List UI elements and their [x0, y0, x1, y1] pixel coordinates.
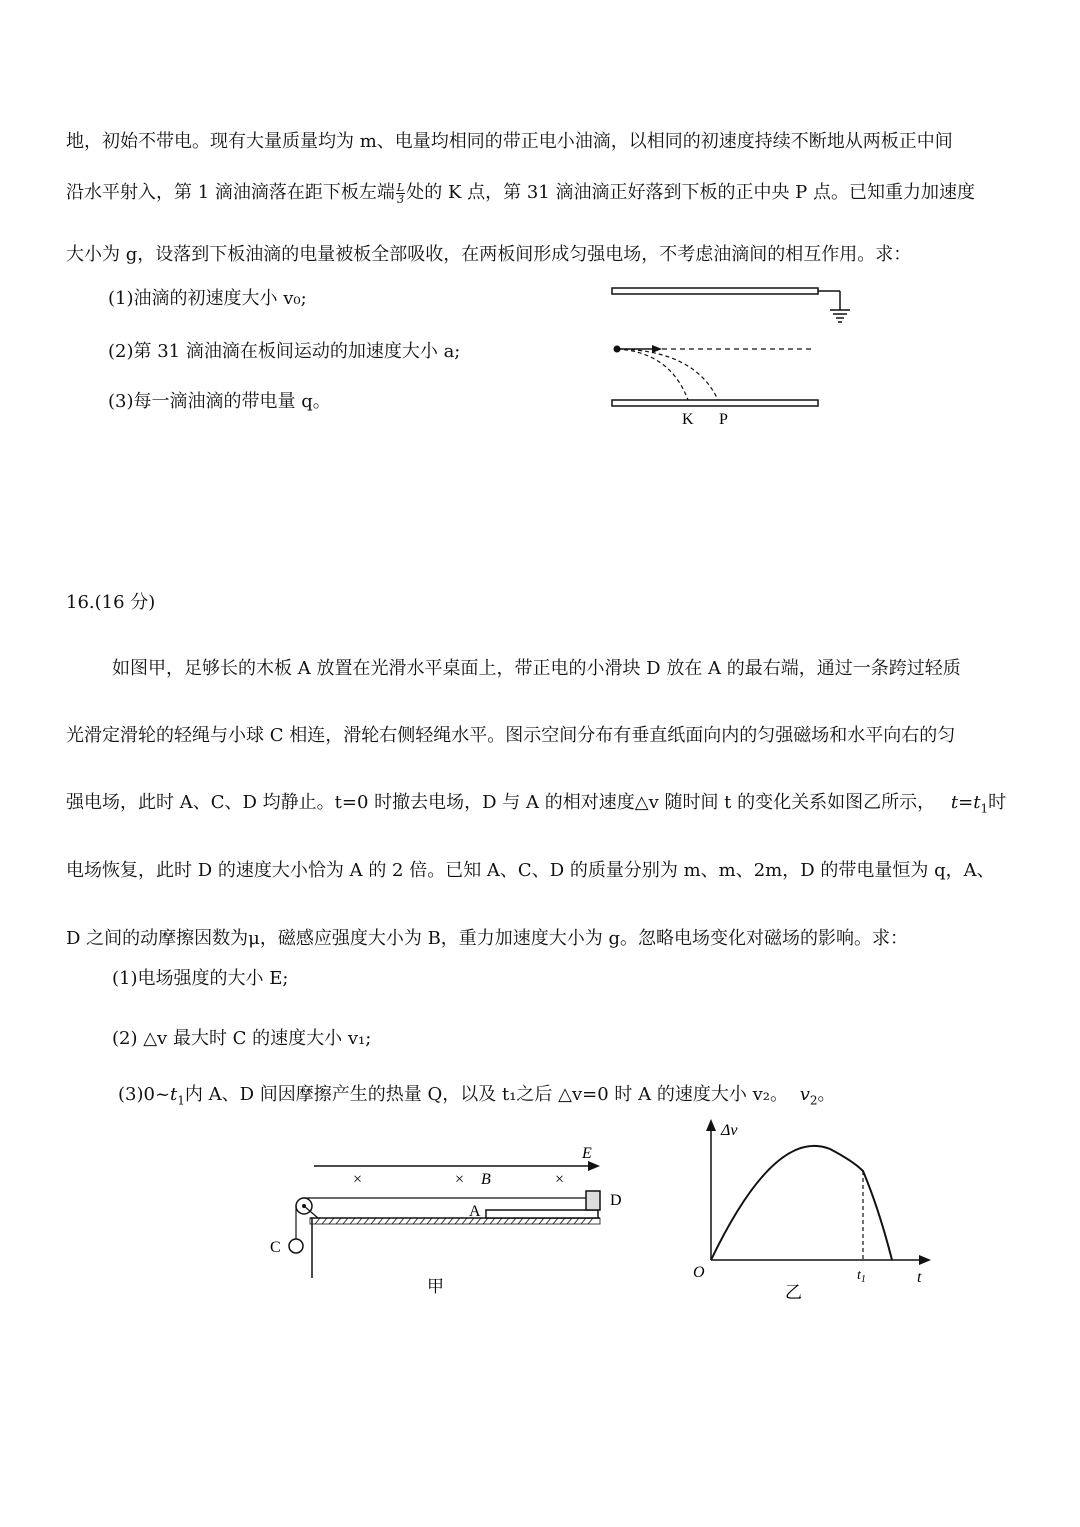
x-axis-label: t [917, 1269, 922, 1286]
label-e: E [582, 1145, 592, 1162]
label-p: P [719, 411, 728, 428]
fraction-l-over-3 [396, 182, 405, 205]
delta-v-curve [711, 1146, 892, 1260]
q15-text-line-1: 地，初始不带电。现有大量质量均为 m、电量均相同的带正电小油滴，以相同的初速度持续不断地从两板正中间 [66, 131, 953, 152]
origin-label: O [693, 1264, 705, 1281]
label-a: A [469, 1203, 481, 1220]
q16-paragraph-line-4: 电场恢复，此时 D 的速度大小恰为 A 的 2 倍。已知 A、C、D 的质量分别为 m、m、2m，D 的带电量恒为 q，A、 [66, 860, 995, 881]
q16-p3-time-sub: 1 [980, 801, 989, 816]
b-field-cross-1: × [353, 1171, 363, 1188]
q15-sub-question-2: (2)第 31 滴油滴在板间运动的加速度大小 a; [108, 341, 461, 362]
q16-sub-question-3 [118, 1083, 836, 1113]
q16-paragraph-line-2: 光滑定滑轮的轻绳与小球 C 相连，滑轮右侧轻绳水平。图示空间分布有垂直纸面向内的匀强磁场和水平向右的匀 [66, 725, 956, 746]
caption-yi: 乙 [785, 1283, 802, 1302]
b-field-cross-2: × [455, 1171, 465, 1188]
q16-s3-v2-sub: 2 [809, 1093, 818, 1108]
q16-sub-question-1: (1)电场强度的大小 E; [112, 968, 289, 989]
q15-sub-question-3: (3)每一滴油滴的带电量 q。 [108, 391, 331, 412]
q16-heading: 16.(16 分) [66, 592, 156, 613]
label-k: K [682, 411, 694, 428]
q16-s3-part-a: (3)0~ [118, 1084, 171, 1105]
y-axis-label: Δv [721, 1122, 738, 1139]
capacitor-figure [600, 278, 860, 434]
board-a [486, 1210, 598, 1218]
q16-s3-time-sub: 1 [177, 1093, 185, 1108]
slider-d [586, 1191, 600, 1210]
t1-label [857, 1268, 866, 1285]
label-b: B [481, 1171, 491, 1188]
top-plate [612, 288, 818, 294]
q16-s3-v2-var: v [799, 1084, 810, 1105]
label-d: D [610, 1192, 622, 1209]
q16-s3-end: 。 [817, 1084, 836, 1105]
trajectory-to-p [617, 349, 718, 400]
q16-paragraph-line-3 [66, 791, 1006, 821]
trajectory-to-k [617, 349, 688, 400]
q15-text-line-2b: 处的 K 点，第 31 滴油滴正好落到下板的正中央 P 点。已知重力加速度 [406, 182, 976, 203]
ball-c [289, 1239, 303, 1253]
q15-text-line-2 [66, 181, 975, 205]
t1-label-sub: 1 [860, 1274, 866, 1285]
figure-yi [685, 1115, 945, 1305]
q15-sub-question-1: (1)油滴的初速度大小 v₀; [108, 288, 307, 309]
fraction-numerator: L [396, 180, 405, 194]
q16-p3-time-var: t=t [950, 792, 981, 813]
label-c: C [270, 1239, 281, 1256]
b-field-cross-3: × [555, 1171, 565, 1188]
q15-text-line-2a: 沿水平射入，第 1 滴油滴落在距下板左端 [66, 182, 395, 203]
q15-text-line-3: 大小为 g，设落到下板油滴的电量被板全部吸收，在两板间形成匀强电场，不考虑油滴间的相互作用。求： [66, 244, 912, 265]
bottom-plate [612, 400, 818, 406]
t1-label-var: t [857, 1268, 861, 1283]
q16-s3-time-var: t [170, 1084, 178, 1105]
q16-paragraph-line-5: D 之间的动摩擦因数为μ，磁感应强度大小为 B，重力加速度大小为 g。忽略电场变化对磁场的影响。求： [66, 928, 909, 949]
fraction-denominator: 3 [397, 192, 405, 206]
table-surface [310, 1218, 600, 1224]
q16-p3-end: 时 [988, 792, 1007, 813]
q16-p3-text: 强电场，此时 A、C、D 均静止。t=0 时撤去电场，D 与 A 的相对速度△v 随时间 t 的变化关系如图乙所示， [66, 792, 936, 813]
figure-jia [260, 1138, 640, 1302]
q16-s3-part-b: 内 A、D 间因摩擦产生的热量 Q，以及 t₁之后 △v=0 时 A 的速度大小 v₂。 [184, 1084, 788, 1105]
q16-paragraph-line-1: 如图甲，足够长的木板 A 放置在光滑水平桌面上，带正电的小滑块 D 放在 A 的最右端，通过一条跨过轻质 [112, 658, 961, 679]
q16-sub-question-2: (2) △v 最大时 C 的速度大小 v₁; [112, 1028, 372, 1049]
caption-jia: 甲 [427, 1277, 444, 1296]
ground-icon [830, 310, 850, 322]
